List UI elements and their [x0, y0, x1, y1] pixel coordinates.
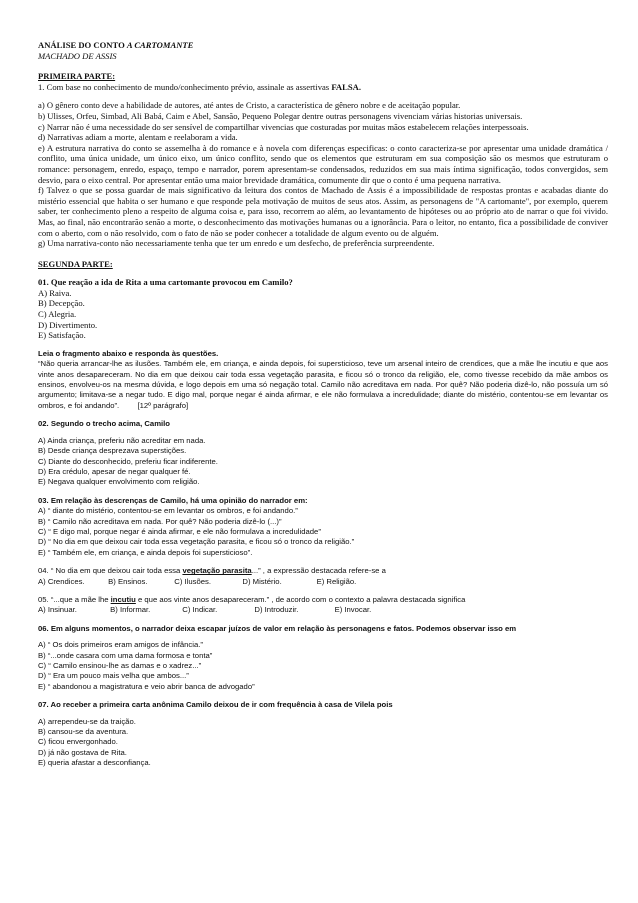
- q3-option-b: B) “ Camilo não acreditava em nada. Por quê? Não poderia dizê-lo (...)”: [38, 516, 282, 526]
- q1-option-e: E) Satisfação.: [38, 330, 86, 341]
- part1-item-a: a) O gênero conto deve a habilidade de autores, até antes de Cristo, a característica de gênero nobre e de aceitação popular.: [38, 100, 461, 111]
- title-work: A CARTOMANTE: [126, 40, 194, 50]
- q5-option-e: E) Invocar.: [334, 605, 372, 615]
- q3-option-d: D) “ No dia em que deixou cair toda essa vegetação parasita, e ficou só o tronco da religião.”: [38, 537, 355, 547]
- q2-option-b: B) Desde criança desprezava superstições.: [38, 446, 187, 456]
- reading-fragment: [38, 359, 608, 411]
- q7-option-c: C) ficou envergonhado.: [38, 737, 118, 747]
- part1-question-emphasis: FALSA.: [331, 81, 361, 92]
- document-page: [38, 40, 608, 769]
- q4-option-b: B) Ensinos.: [108, 576, 148, 586]
- title-prefix: ANÁLISE DO CONTO: [38, 40, 125, 50]
- part1-item-c: c) Narrar não é uma necessidade do ser sensível de compartilhar vivencias que costuradas por muitas mãos estabelecem relações interpessoais.: [38, 121, 529, 132]
- q3-option-a: A) “ diante do mistério, contentou-se em levantar os ombros, e foi andando.”: [38, 506, 298, 516]
- q2-option-c: C) Diante do desconhecido, preferiu ficar indiferente.: [38, 456, 218, 466]
- part2-heading: SEGUNDA PARTE:: [38, 258, 113, 269]
- q4-highlighted-expression: vegetação parasita: [182, 566, 252, 576]
- q1-option-c: C) Alegria.: [38, 309, 77, 320]
- q2-option-e: E) Negava qualquer envolvimento com religião.: [38, 477, 200, 487]
- q7-option-d: D) já não gostava de Rita.: [38, 747, 127, 757]
- q4-option-d: D) Mistério.: [242, 576, 282, 586]
- part1-item-d: d) Narrativas adiam a morte, alentam e reelaboram a vida.: [38, 132, 238, 143]
- q5-stem-after: e que aos vinte anos desapareceram.” , de acordo com o contexto a palavra destacada significa: [138, 594, 466, 604]
- document-author: MACHADO DE ASSIS: [38, 50, 117, 61]
- paragraph-reference: [12º parágrafo]: [137, 400, 189, 410]
- q6-stem: 06. Em alguns momentos, o narrador deixa escapar juízos de valor em relação às personagens e fatos. Podemos observar isso em: [38, 623, 517, 633]
- q4-options: [38, 577, 608, 587]
- q1-option-b: B) Decepção.: [38, 298, 85, 309]
- reading-instruction: Leia o fragmento abaixo e responda às questões.: [38, 348, 219, 358]
- q7-option-a: A) arrependeu-se da traição.: [38, 716, 136, 726]
- q4-stem-before: 04. “ No dia em que deixou cair toda essa: [38, 566, 181, 576]
- q1-stem: 01. Que reação a ida de Rita a uma cartomante provocou em Camilo?: [38, 277, 293, 288]
- q5-options: [38, 605, 608, 615]
- q1-option-d: D) Divertimento.: [38, 319, 98, 330]
- part1-heading: PRIMEIRA PARTE:: [38, 71, 116, 82]
- q7-stem: 07. Ao receber a primeira carta anônima Camilo deixou de ir com frequência à casa de Vilela pois: [38, 700, 393, 710]
- q7-option-b: B) cansou-se da aventura.: [38, 727, 129, 737]
- q4-option-c: C) Ilusões.: [174, 576, 212, 586]
- q5-stem-before: 05. “...que a mãe lhe: [38, 594, 109, 604]
- q2-option-a: A) Ainda criança, preferiu não acreditar em nada.: [38, 435, 206, 445]
- q5-option-b: B) Informar.: [110, 605, 151, 615]
- q5-highlighted-word: incutiu: [110, 594, 136, 604]
- part1-item-f: f) Talvez o que se possa guardar de mais significativo da leitura dos contos de Machado de Assis é a impossibilidade de respostas prontas e acabadas diante do mistério essencial que habita o ser humano e que responde pela motivação de muitos de seus atos. Assim, as personagens de "A cartomante", por exemplo, querem saber, ter conhecimento pleno a respeito de alguma coisa e, para isso, recorrem ao além, ao levantamento de hipóteses ou ao próprio ato de narrar o que foi vivido. Mas, ao final, não encontrarão senão a morte, o desconhecimento das motivações humanas ou a ignorância. Para o leitor, no entanto, fica a possibilidade de conviver com o aberto, com o não resolvido, com o fato de não se poder conhecer a totalidade de algum evento ou de alguém.: [38, 185, 608, 238]
- part1-question: [38, 82, 608, 93]
- q1-option-a: A) Raiva.: [38, 287, 72, 298]
- q6-option-e: E) “ abandonou a magistratura e veio abrir banca de advogado”: [38, 681, 255, 691]
- q5-option-a: A) Insinuar.: [38, 605, 77, 615]
- q4-stem: [38, 566, 608, 576]
- part1-item-b: b) Ulisses, Orfeu, Simbad, Ali Babá, Caim e Abel, Sansão, Pequeno Polegar dentre outras personagens vivenciam várias historias universais.: [38, 110, 523, 121]
- q7-option-e: E) queria afastar a desconfiança.: [38, 758, 151, 768]
- q6-option-d: D) “ Era um pouco mais velha que ambos...”: [38, 671, 189, 681]
- q3-option-c: C) “ E digo mal, porque negar é ainda afirmar, e ele não formulava a incredulidade”: [38, 526, 321, 536]
- q3-stem: 03. Em relação às descrenças de Camilo, há uma opinião do narrador em:: [38, 495, 308, 505]
- q3-option-e: E) “ Também ele, em criança, e ainda depois foi supersticioso”.: [38, 547, 253, 557]
- q4-option-e: E) Religião.: [316, 576, 357, 586]
- q4-option-a: A) Crendices.: [38, 576, 85, 586]
- q6-option-a: A) “ Os dois primeiros eram amigos de infância.”: [38, 640, 203, 650]
- q2-stem: 02. Segundo o trecho acima, Camilo: [38, 419, 171, 429]
- q5-option-c: C) Indicar.: [182, 605, 218, 615]
- q4-stem-after: ...” , a expressão destacada refere-se a: [251, 566, 386, 576]
- q6-option-c: C) “ Camilo ensinou-lhe as damas e o xadrez...”: [38, 661, 202, 670]
- q5-option-d: D) Introduzir.: [254, 605, 299, 615]
- q6-option-b: B) “...onde casara com uma dama formosa e tonta”: [38, 650, 213, 660]
- part1-item-e: e) A estrutura narrativa do conto se assemelha à do romance e à novela com diferenças especificas: o conto caracteriza-se por apresentar uma unidade dramática / conflito, uma única unidade, um único eixo, um único conflito, sendo que os elementos que estruturam em sua composição são os mesmos que estruturam o romance: personagem, enredo, espaço, tempo e narrador, porem apresentam-se condensados, reduzidos em sua mais íntima significação, todos convergidos, sem desvio, para o eixo central. Por apresentar então uma maior brevidade dramática, comumente dir que o conto é uma pequena narrativa.: [38, 142, 608, 185]
- part1-item-g: g) Uma narrativa-conto não necessariamente tenha que ter um enredo e um desfecho, de preferência surpreendente.: [38, 238, 435, 249]
- q2-option-d: D) Era crédulo, apesar de negar qualquer fé.: [38, 466, 191, 476]
- document-title: [38, 40, 608, 51]
- q5-stem: [38, 595, 608, 605]
- reading-text: “Não queria arrancar-lhe as ilusões. Também ele, em criança, e ainda depois, foi supersticioso, teve um arsenal inteiro de crendices, que a mãe lhe incutiu e que aos vinte anos desapareceram. No dia em que deixou cair toda essa vegetação parasita, e ficou só o tronco da religião, ele, como tivesse recebido da mãe ambos os ensinos, envolveu-os na mesma dúvida, e logo depois em uma só negação total. Camilo não acreditava em nada. Por quê? Não poderia dizê-lo, não possuía um só argumento; limitava-se a negar tudo. E digo mal, porque negar é ainda afirmar, e ele não formulava a incredulidade; diante do mistério, contentou-se em levantar os ombros, e foi andando”.: [38, 359, 608, 410]
- part1-question-text: 1. Com base no conhecimento de mundo/conhecimento prévio, assinale as assertivas: [38, 81, 330, 92]
